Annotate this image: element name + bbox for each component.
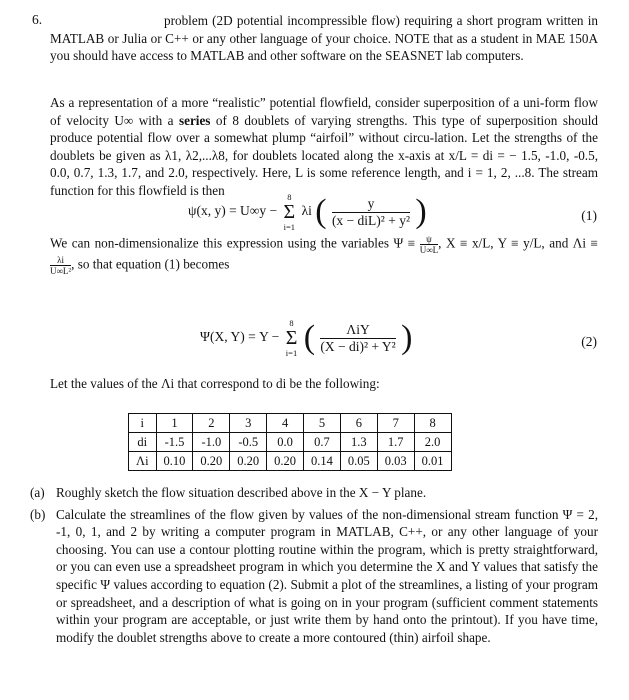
table-cell: 1.3 [340, 433, 377, 452]
table-cell: 4 [267, 414, 304, 433]
table-cell: 0.14 [304, 452, 341, 471]
question-items [30, 484, 598, 650]
table-cell: 0.0 [267, 433, 304, 452]
table-cell: 5 [304, 414, 341, 433]
intro-paragraph: problem (2D potential incompressible flow) requiring a short program written in MATLAB or Julia or C++ or any other language of your choice. NOTE that as a student in MAE 150A you should have access to MATLAB and other software on the SEASNET lab computers. [50, 13, 598, 64]
table-row [129, 452, 452, 471]
table-cell: 0.20 [193, 452, 230, 471]
table-cell: 0.20 [267, 452, 304, 471]
table-cell: -1.0 [193, 433, 230, 452]
question-number: 6. [32, 12, 43, 27]
table-cell: 0.05 [340, 452, 377, 471]
table-cell: 3 [230, 414, 267, 433]
table-cell: 8 [414, 414, 451, 433]
table-cell: 0.10 [156, 452, 193, 471]
table-row [129, 414, 452, 433]
eq2-fraction: $\frac{\text{ΛiY}}{\text{(X − di)² + Y²}}$ [320, 321, 396, 354]
summation-2: 8 Σ i=1 [285, 318, 298, 358]
table-cell: 1 [156, 414, 193, 433]
flowfield-paragraph: As a representation of a more “realistic” potential flowfield, consider superposition of a uni-form flow of velocity U∞ with a series of 8 doublets of varying strengths. This type of superposition should produce potential flow over a somewhat plump “airfoil” without circu-lation. Let the strengths of the doublets be given as λ1, λ2,...λ8, for doublets located along the x-axis at x/L = di = − 1.5, -1.0, -0.5, 0.0, 0.7, 1.3, 1.7, and 2.0, respectively. Here, L is some reference length, and i = 1, 2, ...8. The stream function for this flowfield is then [50, 95, 598, 198]
eq1-fraction: $\frac{y}{\text{(x − diL)² + y²}}$ [331, 195, 410, 228]
equation-2: Ψ(X, Y) = Y − 8 Σ i=1 ( $\frac{\text{ΛiY}}{\text{(X − di)² + Y²}}$ ) [200, 318, 413, 358]
bold-series: series [178, 112, 211, 128]
table-cell: di [129, 433, 157, 452]
table-cell: i [129, 414, 157, 433]
table-cell: -1.5 [156, 433, 193, 452]
table-cell: 2 [193, 414, 230, 433]
nondim-paragraph: We can non-dimensionalize this expression using the variables Ψ ≡ $\frac{\psi}{U\infty L}$ , X ≡ x/L, Y ≡ y/L, and Λi ≡ $\frac{\lambda i}{\text{U∞L²}}$ , so that equation (1) becomes [50, 234, 598, 276]
lambda-intro: Let the values of the Λi that correspond to di be the following: [50, 376, 380, 391]
table-cell: 7 [377, 414, 414, 433]
table-cell: 0.03 [377, 452, 414, 471]
table-cell: 0.01 [414, 452, 451, 471]
table-cell: 1.7 [377, 433, 414, 452]
doublet-table [128, 413, 452, 471]
equation-1-number: (1) [581, 208, 597, 223]
equation-2-number: (2) [581, 334, 597, 349]
summation-1: 8 Σ i=1 [283, 192, 296, 232]
table-cell: 6 [340, 414, 377, 433]
table-cell: 0.7 [304, 433, 341, 452]
table-cell: 0.20 [230, 452, 267, 471]
table-cell: 2.0 [414, 433, 451, 452]
table-row [129, 433, 452, 452]
table-cell: -0.5 [230, 433, 267, 452]
item-b: (b) Calculate the streamlines of the flow given by values of the non-dimensional stream function Ψ = 2, -1, 0, 1, and 2 by writing a computer program in MATLAB, C++, or any other language of your choosing. You can use a contour plotting routine within the program, which is pretty straightforward, or you can even use a spreadsheet program in which you determine the X and Y values that satisfy the specific Ψ values according to equation (2). Submit a plot of the streamlines, a listing of your program or spreadsheet, and a description of what is going on in your program (sufficient comment statements within your program are acceptable, or just write them by hand onto the printout). If you have time, modify the doublet strengths above to create a more contoured (thin) airfoil shape. [30, 506, 598, 645]
equation-1: ψ(x, y) = U∞y − 8 Σ i=1 λi ( $\frac{y}{\text{(x − diL)² + y²}}$ ) [188, 192, 427, 232]
item-a: (a) Roughly sketch the flow situation described above in the X − Y plane. [30, 485, 427, 500]
table-cell: Λi [129, 452, 157, 471]
